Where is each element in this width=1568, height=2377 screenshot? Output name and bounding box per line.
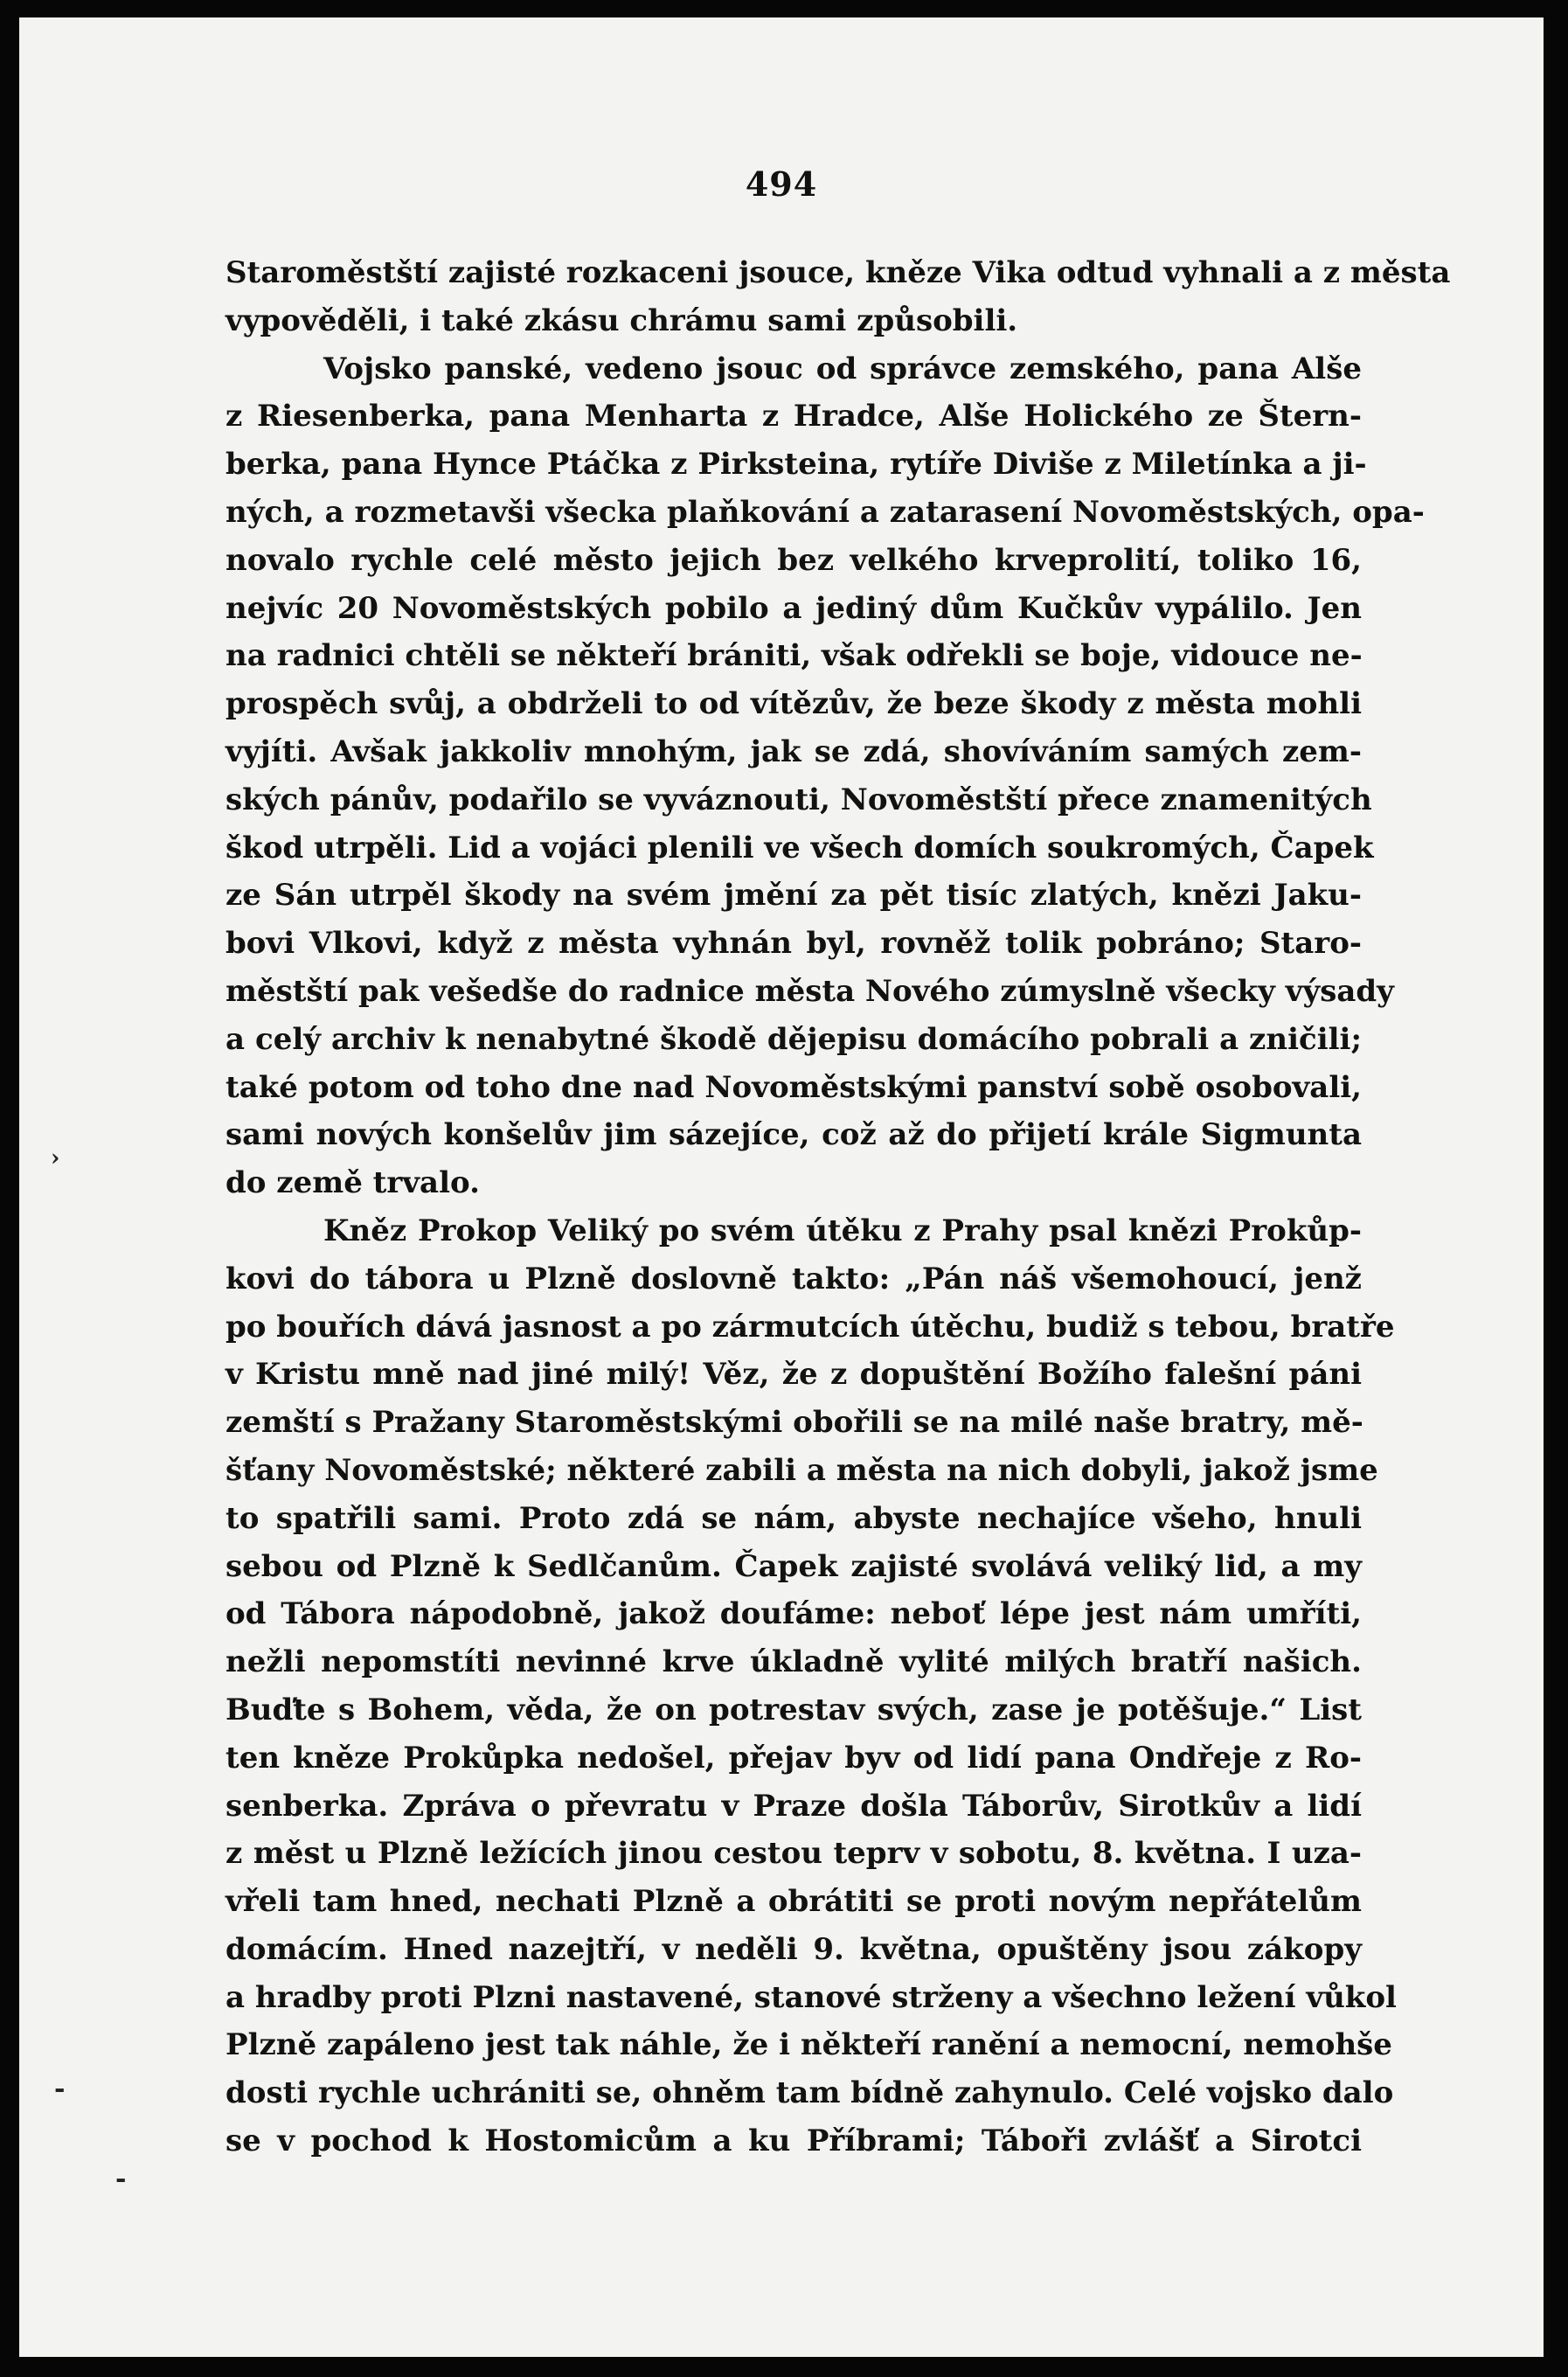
text-line: ských pánův, podařilo se vyváznouti, Novoměstští přece znamenitých xyxy=(225,782,1372,817)
text-line: a celý archiv k nenabytné škodě dějepisu domácího pobrali a zničili; xyxy=(225,1021,1362,1057)
text-line: se v pochod k Hostomicům a ku Příbrami; Táboři zvlášť a Sirotci xyxy=(225,2123,1362,2159)
text-line: kovi do tábora u Plzně doslovně takto: „Pán náš všemohoucí, jenž xyxy=(225,1261,1362,1296)
text-line: ných, a rozmetavši všecka plaňkování a zatarasení Novoměstských, opa- xyxy=(225,494,1425,530)
text-line: ten kněze Prokůpka nedošel, přejav byv od lidí pana Ondřeje z Ro- xyxy=(225,1740,1362,1776)
text-line: Staroměstští zajisté rozkaceni jsouce, kněze Vika odtud vyhnali a z města xyxy=(225,255,1451,290)
text-line: dosti rychle uchrániti se, ohněm tam bídně zahynulo. Celé vojsko dalo xyxy=(225,2075,1394,2111)
margin-dash-mark: ‐ xyxy=(115,2164,127,2194)
margin-speck-mark: › xyxy=(51,1145,60,1171)
text-line: bovi Vlkovi, když z města vyhnán byl, rovněž tolik pobráno; Staro- xyxy=(225,926,1362,962)
text-line: Kněz Prokop Veliký po svém útěku z Prahy psal knězi Prokůp- xyxy=(323,1213,1362,1248)
text-line: ze Sán utrpěl škody na svém jmění za pět tisíc zlatých, knězi Jaku- xyxy=(225,878,1362,914)
text-line: vřeli tam hned, nechati Plzně a obrátiti se proti novým nepřátelům xyxy=(225,1884,1362,1920)
text-line: Buďte s Bohem, věda, že on potrestav svých, zase je potěšuje.“ List xyxy=(225,1692,1362,1727)
text-line: sebou od Plzně k Sedlčanům. Čapek zajisté svolává veliký lid, a my xyxy=(225,1548,1362,1584)
text-line: po bouřích dává jasnost a po zármutcích útěchu, budiž s tebou, bratře xyxy=(225,1309,1395,1345)
text-line: od Tábora nápodobně, jakož doufáme: neboť lépe jest nám umříti, xyxy=(225,1596,1362,1632)
text-line: sami nových konšelův jim sázejíce, což až do přijetí krále Sigmunta xyxy=(225,1117,1362,1153)
text-line: zemští s Pražany Staroměstskými obořili se na milé naše bratry, mě- xyxy=(225,1405,1363,1441)
text-line: a hradby proti Plzni nastavené, stanové strženy a všechno ležení vůkol xyxy=(225,1979,1397,2015)
text-line: z měst u Plzně ležících jinou cestou teprv v sobotu, 8. května. I uza- xyxy=(225,1836,1362,1872)
text-line: do země trvalo. xyxy=(225,1165,480,1201)
text-line: berka, pana Hynce Ptáčka z Pirksteina, rytíře Diviše z Miletínka a ji- xyxy=(225,447,1367,483)
text-line: také potom od toho dne nad Novoměstskými panství sobě osobovali, xyxy=(225,1069,1362,1105)
text-line: domácím. Hned nazejtří, v neděli 9. května, opuštěny jsou zákopy xyxy=(225,1931,1362,1967)
text-line: prospěch svůj, a obdrželi to od vítězův, že beze škody z města mohli xyxy=(225,686,1362,722)
text-line: v Kristu mně nad jiné milý! Věz, že z dopuštění Božího falešní páni xyxy=(225,1357,1362,1393)
text-line: na radnici chtěli se někteří brániti, však odřekli se boje, vidouce ne- xyxy=(225,638,1363,674)
margin-dash-mark: - xyxy=(54,2074,66,2104)
text-line: vypověděli, i také zkásu chrámu sami způsobili. xyxy=(225,302,1018,338)
text-line: šťany Novoměstské; některé zabili a města na nich dobyli, jakož jsme xyxy=(225,1452,1378,1488)
text-line: senberka. Zpráva o převratu v Praze došla Táborův, Sirotkův a lidí xyxy=(225,1788,1362,1824)
text-line: Plzně zapáleno jest tak náhle, že i někteří ranění a nemocní, nemohše xyxy=(225,2027,1392,2063)
text-line: to spatřili sami. Proto zdá se nám, abyste nechajíce všeho, hnuli xyxy=(225,1500,1362,1536)
text-line: škod utrpěli. Lid a vojáci plenili ve všech domích soukromých, Čapek xyxy=(225,830,1374,865)
text-line: nežli nepomstíti nevinné krve úkladně vylité milých bratří našich. xyxy=(225,1644,1362,1680)
text-line: Vojsko panské, vedeno jsouc od správce zemského, pana Alše xyxy=(323,351,1362,386)
page-number: 494 xyxy=(745,164,818,204)
book-page xyxy=(19,17,1544,2357)
text-line: nejvíc 20 Novoměstských pobilo a jediný dům Kučkův vypálilo. Jen xyxy=(225,590,1362,626)
body-text xyxy=(225,249,1451,2165)
text-line: z Riesenberka, pana Menharta z Hradce, Alše Holického ze Štern- xyxy=(225,399,1362,434)
text-line: novalo rychle celé město jejich bez velkého krveprolití, toliko 16, xyxy=(225,542,1362,578)
text-line: městští pak vešedše do radnice města Nového zúmyslně všecky výsady xyxy=(225,973,1394,1009)
text-line: vyjíti. Avšak jakkoliv mnohým, jak se zdá, shovíváním samých zem- xyxy=(225,733,1362,769)
